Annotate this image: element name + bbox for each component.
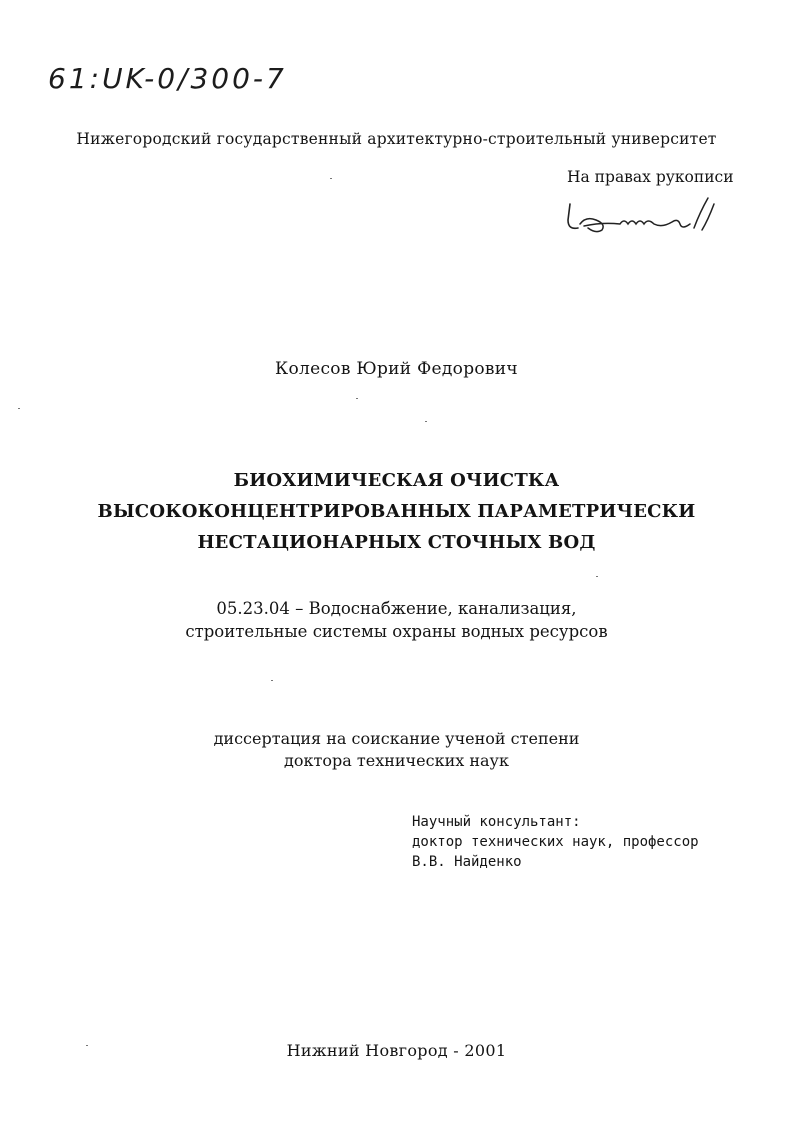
scan-speck [425, 421, 427, 422]
scan-speck [596, 576, 598, 577]
dissertation-title [0, 465, 793, 558]
specialty-line: 05.23.04 – Водоснабжение, канализация, [216, 599, 577, 618]
scan-speck [271, 680, 273, 681]
university-name: Нижегородский государственный архитектурно-строительный университет [76, 130, 717, 148]
rights-note: На правах рукописи [567, 168, 734, 186]
title-line: НЕСТАЦИОНАРНЫХ СТОЧНЫХ ВОД [197, 532, 596, 553]
degree-statement [0, 728, 793, 772]
author-name: Колесов Юрий Федорович [275, 359, 518, 379]
title-line: БИОХИМИЧЕСКАЯ ОЧИСТКА [233, 470, 560, 491]
consultant-title: доктор технических наук, профессор [412, 834, 699, 850]
title-line: ВЫСОКОКОНЦЕНТРИРОВАННЫХ ПАРАМЕТРИЧЕСКИ [97, 501, 696, 522]
signature-image [562, 190, 722, 240]
scientific-consultant [412, 812, 699, 872]
consultant-label: Научный консультант: [412, 814, 581, 830]
degree-line: диссертация на соискание ученой степени [213, 729, 580, 748]
place-and-year: Нижний Новгород - 2001 [286, 1041, 507, 1060]
scan-speck [330, 178, 332, 179]
scan-speck [18, 408, 20, 409]
scan-speck [86, 1045, 88, 1046]
scan-speck [356, 398, 358, 399]
consultant-name: В.В. Найденко [412, 854, 522, 870]
specialty-code [0, 597, 793, 643]
specialty-line: строительные системы охраны водных ресурсов [185, 622, 608, 641]
handwritten-archive-code: 61:UK-0/300-7 [48, 62, 287, 95]
degree-line: доктора технических наук [284, 751, 509, 770]
